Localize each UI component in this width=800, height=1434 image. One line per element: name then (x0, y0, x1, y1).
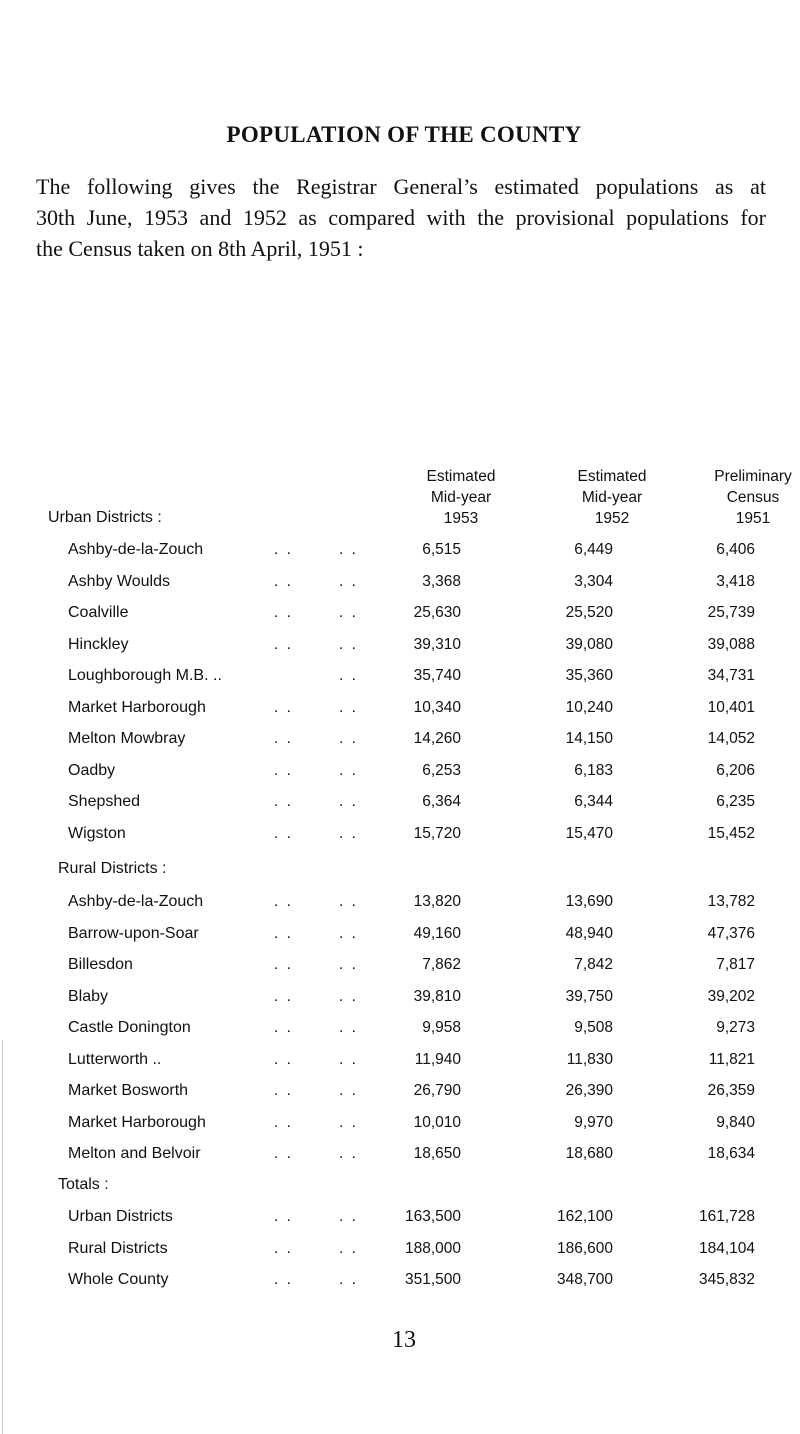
leader-dots: . . (274, 572, 293, 590)
value-1951: 13,782 (707, 893, 755, 910)
value-1951: 6,406 (716, 541, 755, 558)
district-name: Ashby-de-la-Zouch (68, 893, 204, 910)
leader-dots: . . (339, 698, 358, 716)
value-1953: 6,515 (422, 541, 461, 558)
value-1951: 18,634 (707, 1145, 755, 1162)
leader-dots: . . (339, 1208, 358, 1225)
value-1953: 25,630 (413, 604, 461, 621)
header-line: Estimated (577, 468, 647, 485)
table-row (0, 956, 800, 982)
table-row (0, 636, 800, 662)
value-1953: 7,862 (422, 956, 461, 973)
leader-dots: . . (274, 635, 293, 653)
header-line: Preliminary (714, 468, 792, 485)
value-1953: 10,010 (413, 1113, 461, 1131)
district-name: Ashby-de-la-Zouch (68, 541, 204, 558)
district-name: Market Harborough (68, 698, 206, 716)
value-1953: 13,820 (413, 893, 461, 910)
value-1952: 26,390 (565, 1082, 613, 1099)
value-1952: 6,183 (574, 761, 613, 779)
district-name: Barrow-upon-Soar (68, 924, 199, 942)
value-1953: 3,368 (422, 572, 461, 590)
value-1953: 49,160 (413, 924, 461, 942)
table-row (0, 1145, 800, 1171)
value-1952: 39,750 (565, 987, 613, 1005)
leader-dots: . . (339, 1271, 358, 1288)
value-1952: 39,080 (565, 635, 613, 653)
value-1953: 15,720 (413, 824, 461, 842)
leader-dots: . . (339, 893, 358, 910)
value-1952: 7,842 (574, 956, 613, 973)
value-1952: 14,150 (565, 730, 613, 747)
value-1953: 10,340 (413, 698, 461, 716)
value-1952: 18,680 (565, 1145, 613, 1162)
value-1951: 25,739 (707, 604, 755, 621)
value-1951: 14,052 (707, 730, 755, 747)
leader-dots: . . (339, 541, 358, 558)
district-name: Market Bosworth (68, 1082, 189, 1099)
value-1951: 9,273 (716, 1019, 755, 1036)
value-1953: 6,364 (422, 793, 461, 810)
value-1951: 6,235 (716, 793, 755, 810)
table-row (0, 925, 800, 951)
leader-dots: . . (274, 1145, 293, 1162)
header-1953 (391, 466, 531, 529)
value-1951: 11,821 (708, 1050, 755, 1068)
leader-dots: . . (274, 956, 293, 973)
district-name: Loughborough M.B. .. (68, 667, 222, 684)
header-line: 1952 (594, 510, 630, 527)
leader-dots: . . (274, 761, 293, 779)
margin-rule (2, 1040, 3, 1434)
district-name: Melton and Belvoir (68, 1145, 201, 1162)
value-1951: 15,452 (707, 824, 755, 842)
table-row (0, 893, 800, 919)
leader-dots: . . (274, 698, 293, 716)
leader-dots: . . (339, 572, 358, 590)
leader-dots: . . (339, 793, 358, 810)
value-1953: 163,500 (404, 1208, 461, 1225)
value-1952: 348,700 (556, 1271, 613, 1288)
leader-dots: . . (274, 824, 293, 842)
table-row (0, 793, 800, 819)
value-1951: 10,401 (707, 698, 755, 716)
intro-line: The following gives the Registrar General’s estimated populations as at (36, 174, 766, 199)
district-name: Lutterworth .. (68, 1050, 162, 1068)
leader-dots: . . (274, 793, 293, 810)
value-1953: 39,310 (413, 635, 461, 653)
value-1951: 34,731 (707, 667, 755, 684)
table-row (0, 1082, 800, 1108)
value-1951: 161,728 (698, 1208, 755, 1225)
table-row (0, 730, 800, 756)
value-1952: 6,344 (574, 793, 613, 810)
value-1952: 3,304 (574, 572, 613, 590)
district-name: Whole County (68, 1271, 169, 1288)
table-row (0, 988, 800, 1014)
table-row (0, 1271, 800, 1297)
page-number: 13 (392, 1327, 416, 1353)
table-row (0, 1114, 800, 1140)
table-row (0, 1240, 800, 1266)
value-1953: 11,940 (414, 1050, 461, 1068)
value-1951: 47,376 (707, 924, 755, 942)
table-row (0, 1051, 800, 1077)
leader-dots: . . (339, 956, 358, 973)
value-1952: 11,830 (566, 1050, 613, 1068)
page-title: POPULATION OF THE COUNTY (226, 122, 582, 147)
leader-dots: . . (274, 1239, 293, 1257)
leader-dots: . . (339, 1113, 358, 1131)
leader-dots: . . (274, 1113, 293, 1131)
leader-dots: . . (274, 604, 293, 621)
district-name: Oadby (68, 761, 116, 779)
district-name: Rural Districts (68, 1239, 168, 1257)
value-1952: 186,600 (556, 1239, 613, 1257)
leader-dots: . . (339, 1145, 358, 1162)
leader-dots: . . (339, 667, 358, 684)
leader-dots: . . (339, 924, 358, 942)
table-row (0, 1208, 800, 1234)
intro-line: 30th June, 1953 and 1952 as compared with the provisional populations for (36, 205, 766, 230)
value-1953: 6,253 (422, 761, 461, 779)
value-1953: 35,740 (413, 667, 461, 684)
leader-dots: . . (274, 987, 293, 1005)
header-1951 (683, 466, 800, 529)
leader-dots: . . (339, 1050, 358, 1068)
district-name: Ashby Woulds (68, 572, 170, 590)
leader-dots: . . (339, 1082, 358, 1099)
table-row (0, 667, 800, 693)
leader-dots: . . (339, 1019, 358, 1036)
leader-dots: . . (339, 824, 358, 842)
value-1952: 35,360 (565, 667, 613, 684)
leader-dots: . . (274, 893, 293, 910)
value-1952: 48,940 (565, 924, 613, 942)
leader-dots: . . (339, 635, 358, 653)
table-row (0, 825, 800, 851)
value-1951: 184,104 (698, 1239, 755, 1257)
value-1952: 13,690 (565, 893, 613, 910)
district-name: Melton Mowbray (68, 730, 186, 747)
value-1951: 26,359 (707, 1082, 755, 1099)
leader-dots: . . (274, 1050, 293, 1068)
table-row (0, 1019, 800, 1045)
leader-dots: . . (339, 761, 358, 779)
value-1953: 9,958 (422, 1019, 461, 1036)
table-row (0, 762, 800, 788)
value-1953: 14,260 (413, 730, 461, 747)
leader-dots: . . (274, 730, 293, 747)
header-line: Mid-year (581, 489, 643, 506)
value-1952: 15,470 (565, 824, 613, 842)
leader-dots: . . (274, 1019, 293, 1036)
table-row (0, 541, 800, 567)
value-1952: 6,449 (574, 541, 613, 558)
header-line: 1953 (443, 510, 479, 527)
leader-dots: . . (274, 1082, 293, 1099)
district-name: Billesdon (68, 956, 133, 973)
value-1951: 345,832 (698, 1271, 755, 1288)
value-1952: 25,520 (565, 604, 613, 621)
district-name: Shepshed (68, 793, 141, 810)
leader-dots: . . (339, 604, 358, 621)
table-row (0, 573, 800, 599)
district-name: Market Harborough (68, 1113, 206, 1131)
value-1952: 9,508 (574, 1019, 613, 1036)
intro-line: the Census taken on 8th April, 1951 : (36, 236, 364, 261)
leader-dots: . . (274, 541, 293, 558)
header-line: Mid-year (430, 489, 492, 506)
value-1951: 3,418 (716, 572, 755, 590)
table-row (0, 604, 800, 630)
table-row (0, 699, 800, 725)
value-1951: 39,202 (707, 987, 755, 1005)
value-1952: 9,970 (574, 1113, 613, 1131)
value-1951: 6,206 (716, 761, 755, 779)
value-1951: 7,817 (716, 956, 755, 973)
district-name: Urban Districts (68, 1208, 173, 1225)
district-name: Coalville (68, 604, 129, 621)
leader-dots: . . (274, 1271, 293, 1288)
leader-dots: . . (339, 730, 358, 747)
value-1953: 39,810 (413, 987, 461, 1005)
leader-dots: . . (274, 924, 293, 942)
value-1953: 18,650 (413, 1145, 461, 1162)
district-name: Castle Donington (68, 1019, 191, 1036)
value-1951: 9,840 (716, 1113, 755, 1131)
district-name: Blaby (68, 987, 109, 1005)
section-label: Urban Districts : (48, 509, 162, 526)
district-name: Wigston (68, 824, 126, 842)
leader-dots: . . (339, 1239, 358, 1257)
header-1952 (542, 466, 682, 529)
section-label: Totals : (58, 1176, 109, 1193)
header-line: 1951 (735, 510, 771, 527)
value-1953: 26,790 (413, 1082, 461, 1099)
value-1952: 162,100 (556, 1208, 613, 1225)
value-1953: 351,500 (404, 1271, 461, 1288)
leader-dots: . . (274, 1208, 293, 1225)
intro-paragraph (36, 171, 766, 264)
value-1953: 188,000 (404, 1239, 461, 1257)
district-name: Hinckley (68, 635, 129, 653)
header-line: Census (726, 489, 780, 506)
leader-dots: . . (339, 987, 358, 1005)
value-1951: 39,088 (707, 635, 755, 653)
value-1952: 10,240 (565, 698, 613, 716)
section-label: Rural Districts : (58, 860, 167, 877)
header-line: Estimated (426, 468, 496, 485)
